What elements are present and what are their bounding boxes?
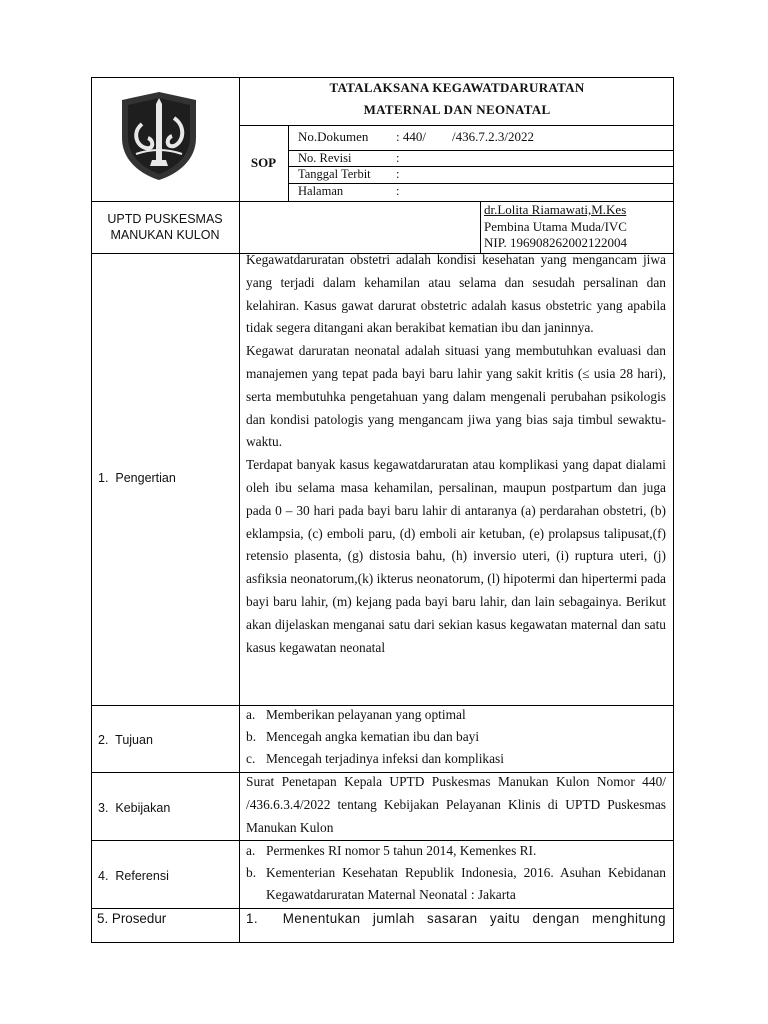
signer-rank: Pembina Utama Muda/IVC bbox=[484, 219, 627, 234]
list-item-text: Mencegah angka kematian ibu dan bayi bbox=[266, 729, 480, 744]
field-no-revisi-value: : bbox=[396, 151, 400, 165]
field-no-dokumen-label: No.Dokumen bbox=[298, 129, 369, 144]
pengertian-text bbox=[246, 249, 666, 659]
section-label-tujuan: 2. Tujuan bbox=[98, 733, 153, 747]
tujuan-item-b bbox=[246, 726, 666, 748]
title-line-1: TATALAKSANA KEGAWATDARURATAN bbox=[329, 80, 585, 95]
list-marker: b. bbox=[246, 865, 257, 880]
prosedur-step-1: 1. Menentukan jumlah sasaran yaitu dengan menghitung bbox=[246, 911, 666, 926]
signer-nip: NIP. 196908262002122004 bbox=[484, 235, 628, 250]
list-item-text: Mencegah terjadinya infeksi dan komplikasi bbox=[266, 751, 504, 766]
pengertian-paragraph-2: Kegawat daruratan neonatal adalah situasi yang membutuhkan evaluasi dan manajemen yang tepat pada bayi baru lahir yang sakit kritis (≤ usia 28 hari), serta membutuhka pengetahuan yang dalam mengenali perubahan psikologis dan kondisi patologis yang mengancam jiwa yang bias saja timbul sewaktu-waktu. bbox=[246, 343, 666, 450]
list-marker: a. bbox=[246, 843, 256, 858]
tujuan-item-c bbox=[246, 748, 666, 770]
surabaya-city-emblem bbox=[112, 88, 206, 182]
field-tanggal-terbit-value: : bbox=[396, 167, 400, 181]
list-marker: a. bbox=[246, 707, 256, 722]
org-name-line-2: MANUKAN KULON bbox=[110, 228, 220, 242]
org-name-line-1: UPTD PUSKESMAS bbox=[107, 212, 223, 226]
referensi-item-a bbox=[246, 840, 666, 862]
section-label-pengertian: 1. Pengertian bbox=[98, 471, 176, 485]
section-label-kebijakan: 3. Kebijakan bbox=[98, 801, 171, 815]
field-halaman-label: Halaman bbox=[298, 184, 344, 198]
list-marker: c. bbox=[246, 751, 256, 766]
field-no-dokumen-value: : 440/ /436.7.2.3/2022 bbox=[396, 129, 534, 144]
list-marker: b. bbox=[246, 729, 257, 744]
title-line-2: MATERNAL DAN NEONATAL bbox=[363, 102, 551, 117]
field-halaman-value: : bbox=[396, 184, 400, 198]
tujuan-item-a bbox=[246, 704, 666, 726]
field-tanggal-terbit-label: Tanggal Terbit bbox=[298, 167, 371, 181]
list-item-text: Memberikan pelayanan yang optimal bbox=[266, 707, 466, 722]
kebijakan-text: Surat Penetapan Kepala UPTD Puskesmas Manukan Kulon Nomor 440/ /436.6.3.4/2022 tentang Kebijakan Pelayanan Klinis di UPTD Puskesmas Manukan Kulon bbox=[246, 774, 666, 835]
section-label-referensi: 4. Referensi bbox=[98, 869, 169, 883]
section-label-prosedur: 5. Prosedur bbox=[97, 911, 167, 926]
list-item-text: Permenkes RI nomor 5 tahun 2014, Kemenkes RI. bbox=[266, 843, 537, 858]
field-no-revisi-label: No. Revisi bbox=[298, 151, 352, 165]
sop-label: SOP bbox=[250, 155, 277, 170]
list-item-text: Kementerian Kesehatan Republik Indonesia, 2016. Asuhan Kebidanan Kegawatdaruratan Maternal Neonatal : Jakarta bbox=[266, 865, 666, 902]
signer-name: dr.Lolita Riamawati,M.Kes bbox=[484, 202, 627, 217]
pengertian-paragraph-3: Terdapat banyak kasus kegawatdaruratan atau komplikasi yang dapat dialami oleh ibu selama masa kehamilan, persalinan, maupun postpartum dan juga pada 0 – 30 hari pada bayi baru lahir di antaranya (a) perdarahan obstetri, (b) eklampsia, (c) emboli paru, (d) emboli air ketuban, (e) prolapsus talipusat,(f) retensio plasenta, (g) distosia bahu, (h) inversio uteri, (i) ruptura uteri, (j) asfiksia neonatorum,(k) ikterus neonatorum, (l) hipotermi dan hipertermi pada bayi baru lahir, (m) kejang pada bayi baru lahir, dan lain sebagainya. Berikut akan dijelaskan menganai satu dari sekian kasus kegawatan maternal dan satu kasus kegawatan neonatal bbox=[246, 457, 666, 655]
pengertian-paragraph-1: Kegawatdaruratan obstetri adalah kondisi kesehatan yang mengancam jiwa yang terjadi dalam kehamilan atau selama dan sesudah persalinan dan kelahiran. Kasus gawat darurat obstetric adalah kasus obstetric yang apabila tidak segera ditangani akan berakibat kematian ibu dan janinnya. bbox=[246, 252, 666, 336]
referensi-item-b bbox=[246, 862, 666, 906]
